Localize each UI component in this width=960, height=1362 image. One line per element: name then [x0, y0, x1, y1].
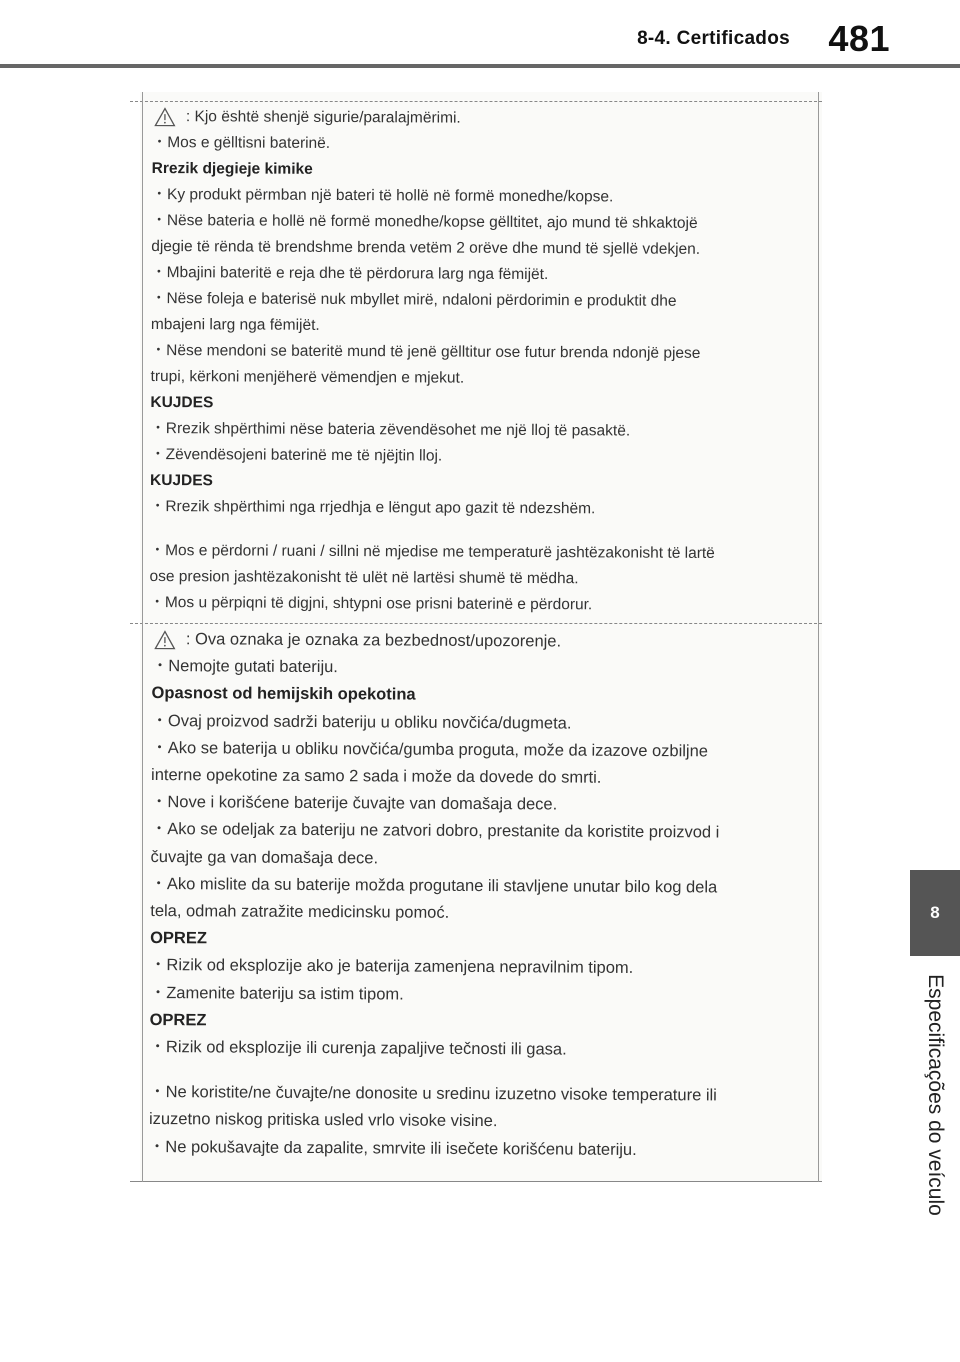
serbian-line: ・Nemojte gutati bateriju. [151, 657, 338, 677]
section-title: 8-4. Certificados [637, 28, 790, 49]
serbian-line: interne opekotine za samo 2 sada i može da dovede do smrti. [151, 766, 602, 787]
box-top-border [130, 101, 822, 102]
albanian-line: ・Nëse bateria e hollë në formë monedhe/kopse gëlltitet, ajo mund të shkaktojë [151, 211, 698, 232]
albanian-line: djegie të rënda të brendshme brenda vetëm 2 orëve dhe mund të sjellë vdekjen. [151, 237, 701, 258]
chapter-label: Especificações do veículo [924, 974, 947, 1216]
serbian-line: tela, odmah zatražite medicinsku pomoć. [150, 902, 450, 922]
warning-triangle-icon [154, 630, 176, 650]
albanian-line: ・Mos e përdorni / ruani / sillni në mjedise me temperaturë jashtëzakonisht të lartë [149, 541, 715, 562]
albanian-warning-heading: : Kjo është shenjë sigurie/paralajmërimi. [185, 108, 461, 127]
albanian-line: ・Rrezik shpërthimi nëse bateria zëvendësohet me një lloj të pasaktë. [150, 419, 631, 440]
albanian-line: ・Rrezik shpërthimi nga rrjedhja e lëngut apo gazit të ndezshëm. [149, 497, 596, 518]
chapter-number: 8 [930, 903, 940, 922]
serbian-line: ・Ako se odeljak za bateriju ne zatvori dobro, prestanite da koristite proizvod i [150, 820, 720, 842]
serbian-line: čuvajte ga van domašaja dece. [150, 847, 379, 868]
header-divider [0, 64, 960, 68]
serbian-line: ・Ako mislite da su baterije možda progutane ili stavljene unutar bilo kog dela [150, 874, 718, 897]
albanian-line: ・Mos e gëlltisni baterinë. [151, 133, 331, 152]
albanian-line: ose presion jashtëzakonisht të ulët në lartësi shumë të mëdha. [149, 567, 579, 588]
albanian-line: ・Mbajini bateritë e reja dhe të përdorura larg nga fëmijët. [151, 263, 549, 284]
serbian-heading-caution: OPREZ [150, 929, 207, 948]
serbian-line: ・Rizik od eksplozije ili curenja zapaljive tečnosti ili gasa. [149, 1038, 567, 1059]
serbian-heading-caution: OPREZ [149, 1010, 207, 1030]
section-divider [130, 623, 822, 624]
serbian-line: ・Nove i korišćene baterije čuvajte van domašaja dece. [150, 793, 558, 814]
serbian-line: izuzetno niskog pritiska usled vrlo visoke visine. [148, 1110, 498, 1131]
serbian-line: ・Zamenite bateriju sa istim tipom. [149, 983, 404, 1004]
serbian-heading-burn: Opasnost od hemijskih opekotina [151, 684, 416, 705]
albanian-line: ・Ky produkt përmban një bateri të hollë në formë monedhe/kopse. [151, 185, 614, 206]
warning-triangle-icon [154, 107, 176, 127]
albanian-heading-caution: KUJDES [150, 393, 214, 412]
albanian-warning-section [149, 104, 802, 619]
albanian-line: ・Zëvendësojeni baterinë me të njëjtin lloj. [150, 445, 443, 465]
box-left-border [142, 92, 143, 1182]
serbian-line: ・Ne pokušavajte da zapalite, smrvite ili isečete korišćenu bateriju. [148, 1137, 637, 1159]
chapter-tab [910, 870, 960, 956]
serbian-line: ・Ovaj proizvod sadrži bateriju u obliku novčića/dugmeta. [151, 711, 572, 733]
albanian-line: trupi, kërkoni menjëherë vëmendjen e mjekut. [150, 367, 465, 387]
serbian-line: ・Ako se baterija u obliku novčića/gumba proguta, može da izazove ozbiljne [151, 738, 709, 761]
serbian-warning-heading-row [152, 626, 802, 657]
chapter-label-container [910, 965, 960, 1225]
albanian-line: ・Mos u përpiqni të digjni, shtypni ose prisni baterinë e përdorur. [149, 593, 593, 614]
albanian-line: mbajeni larg nga fëmijët. [150, 315, 320, 334]
albanian-warning-heading-row [152, 104, 802, 133]
albanian-line: ・Nëse foleja e baterisë nuk mbyllet mirë, ndaloni përdorimin e produktit dhe [150, 289, 677, 310]
serbian-line: ・Ne koristite/ne čuvajte/ne donosite u sredinu izuzetno visoke temperature ili [149, 1083, 717, 1105]
albanian-line: ・Nëse mendoni se bateritë mund të jenë gëlltitur ose futur brenda ndonjë pjese [150, 341, 701, 362]
page-number: 481 [828, 18, 890, 59]
box-right-border [818, 92, 819, 1182]
box-bottom-border [130, 1181, 822, 1182]
albanian-heading-burn: Rrezik djegieje kimike [151, 159, 313, 178]
serbian-line: ・Rizik od eksplozije ako je baterija zamenjena nepravilnim tipom. [149, 956, 634, 978]
albanian-heading-caution: KUJDES [149, 471, 213, 490]
serbian-warning-heading: : Ova oznaka je oznaka za bezbednost/upozorenje. [185, 630, 562, 651]
serbian-warning-section [149, 626, 802, 1165]
